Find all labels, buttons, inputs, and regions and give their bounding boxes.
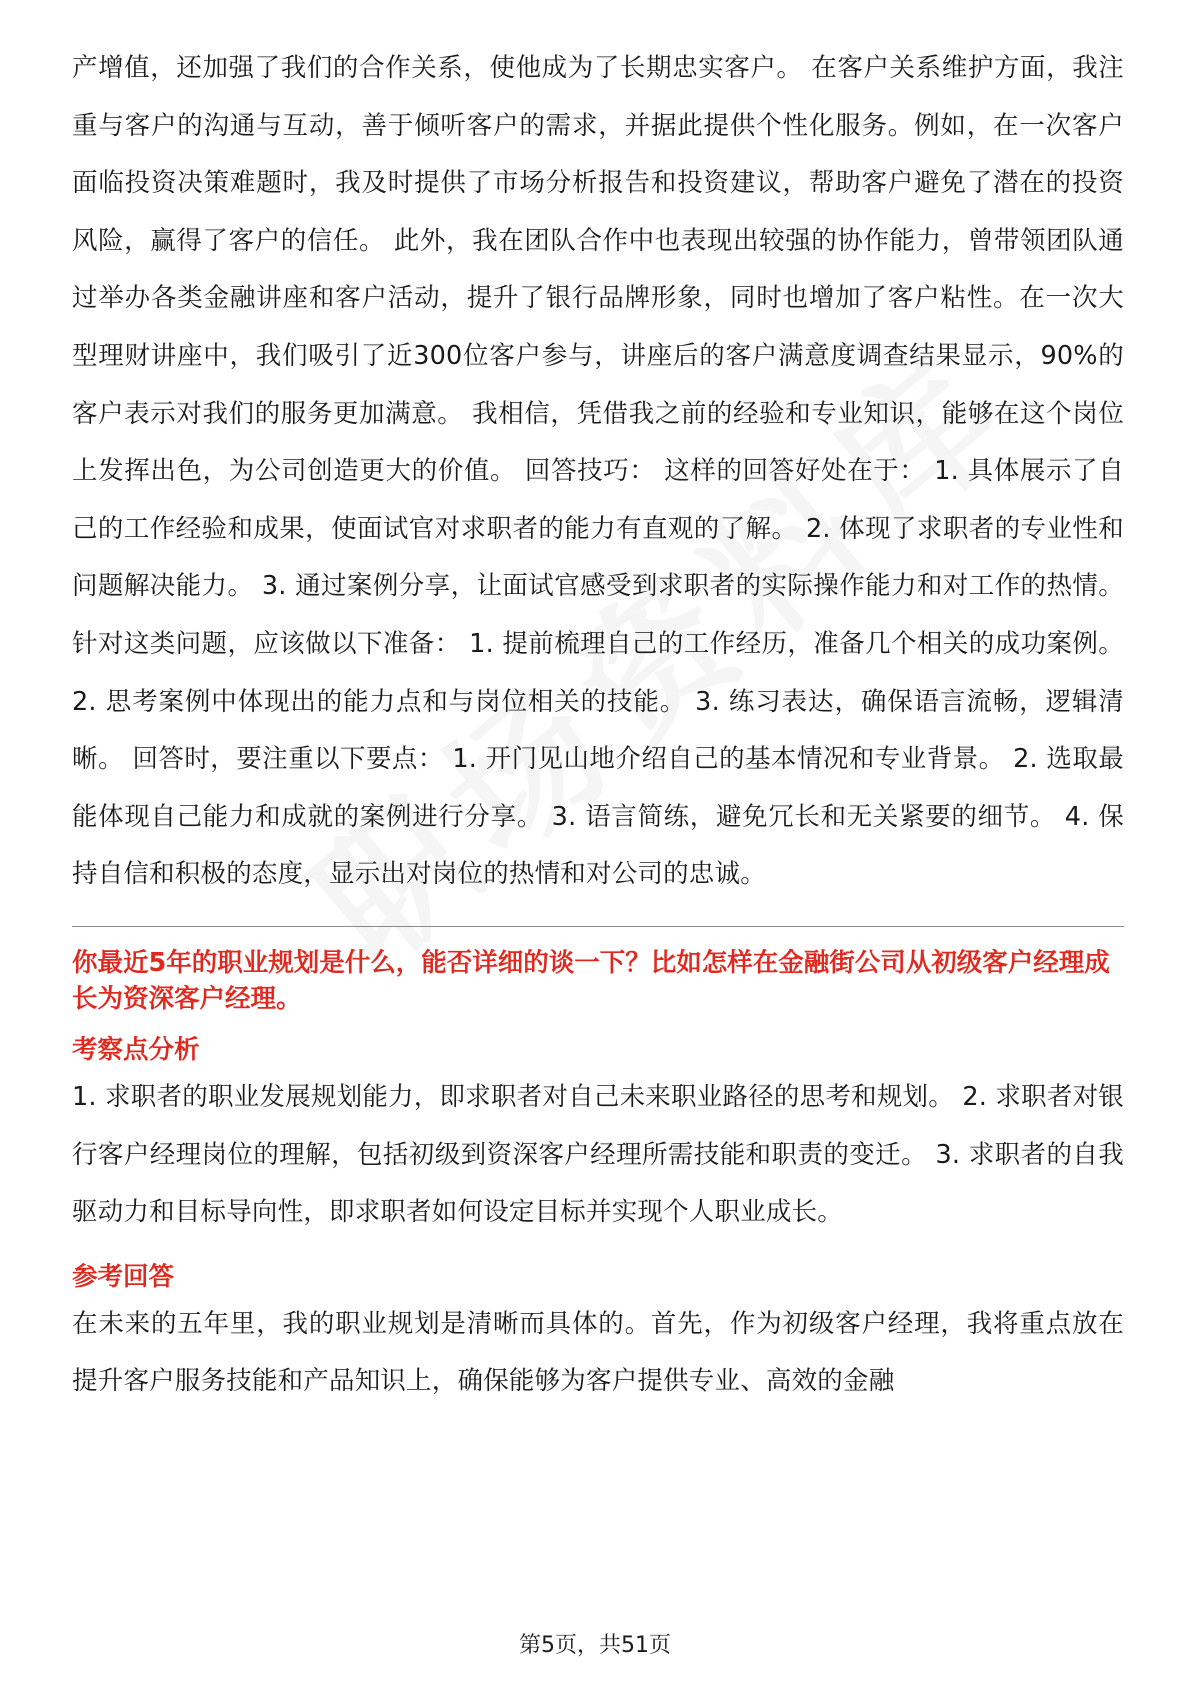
answer-heading: 参考回答 xyxy=(72,1261,175,1292)
section-divider xyxy=(72,926,1124,927)
analysis-text: 1. 求职者的职业发展规划能力，即求职者对自己未来职业路径的思考和规划。 2. 求职者对银行客户经理岗位的理解，包括初级到资深客户经理所需技能和职责的变迁。 3. 求职者的自我驱动力和目标导向性，即求职者如何设定目标并实现个人职业成长。 xyxy=(72,1081,1124,1228)
page-number-footer: 第5页，共51页 xyxy=(519,1633,671,1658)
analysis-heading: 考察点分析 xyxy=(72,1034,200,1065)
intro-paragraph: 产增值，还加强了我们的合作关系，使他成为了长期忠实客户。 在客户关系维护方面，我注重与客户的沟通与互动，善于倾听客户的需求，并据此提供个性化服务。例如，在一次客户面临投资决策难题时，我及时提供了市场分析报告和投资建议，帮助客户避免了潜在的投资风险，赢得了客户的信任。 此外，我在团队合作中也表现出较强的协作能力，曾带领团队通过举办各类金融讲座和客户活动，提升了银行品牌形象，同时也增加了客户粘性。在一次大型理财讲座中，我们吸引了近300位客户参与，讲座后的客户满意度调查结果显示，90%的客户表示对我们的服务更加满意。 我相信，凭借我之前的经验和专业知识，能够在这个岗位上发挥出色，为公司创造更大的价值。 回答技巧： 这样的回答好处在于： 1. 具体展示了自己的工作经验和成果，使面试官对求职者的能力有直观的了解。 2. 体现了求职者的专业性和问题解决能力。 3. 通过案例分享，让面试官感受到求职者的实际操作能力和对工作的热情。 针对这类问题，应该做以下准备： 1. 提前梳理自己的工作经历，准备几个相关的成功案例。 2. 思考案例中体现出的能力点和与岗位相关的技能。 3. 练习表达，确保语言流畅，逻辑清晰。 回答时，要注重以下要点： 1. 开门见山地介绍自己的基本情况和专业背景。 2. 选取最能体现自己能力和成就的案例进行分享。 3. 语言简练，避免冗长和无关紧要的细节。 4. 保持自信和积极的态度，显示出对岗位的热情和对公司的忠诚。 xyxy=(72,53,1124,890)
interview-question: 你最近5年的职业规划是什么，能否详细的谈一下？比如怎样在金融街公司从初级客户经理成长为资深客户经理。 xyxy=(72,947,1110,1014)
answer-text: 在未来的五年里，我的职业规划是清晰而具体的。首先，作为初级客户经理，我将重点放在提升客户服务技能和产品知识上，确保能够为客户提供专业、高效的金融 xyxy=(72,1308,1124,1397)
document-page xyxy=(72,40,1124,1411)
